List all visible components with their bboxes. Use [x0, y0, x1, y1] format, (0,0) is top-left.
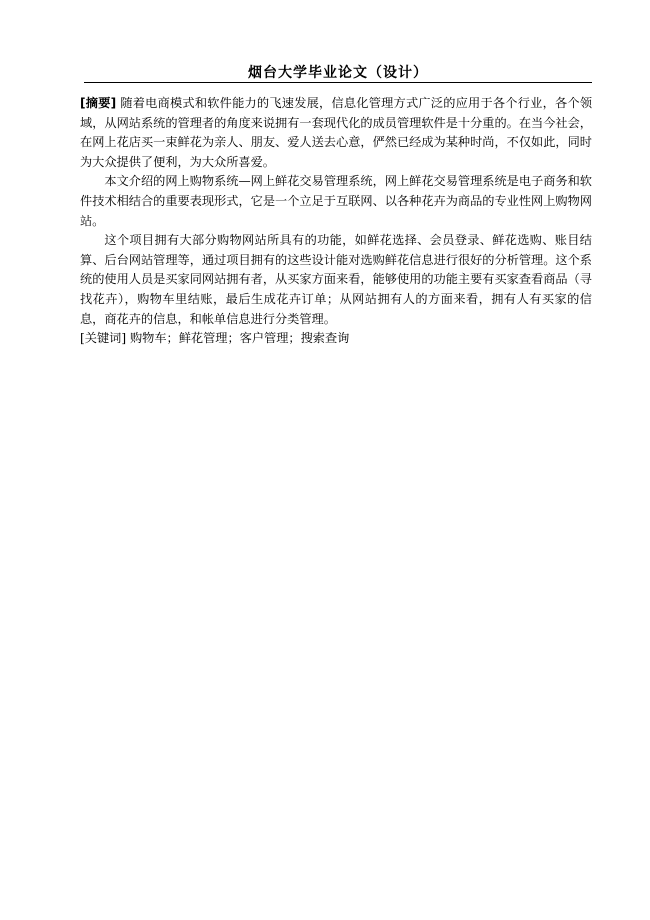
abstract-paragraph-3: 这个项目拥有大部分购物网站所具有的功能，如鲜花选择、会员登录、鲜花选购、账目结算、后台网站管理等，通过项目拥有的这些设计能对选购鲜花信息进行很好的分析管理。这个系统的使用人员是买家同网站拥有者，从买家方面来看，能够使用的功能主要有买家查看商品（寻找花卉），购物车里结账，最后生成花卉订单；从网站拥有人的方面来看，拥有人有买家的信息，商花卉的信息，和帐单信息进行分类管理。	[80, 233, 592, 326]
keywords-text: 购物车；鲜花管理；客户管理；搜索查询	[129, 331, 350, 346]
page-header-title: 烟台大学毕业论文（设计）	[248, 65, 428, 81]
keywords-line	[80, 329, 592, 349]
abstract-paragraph-1	[80, 94, 592, 172]
abstract-paragraph-2: 本文介绍的网上购物系统—网上鲜花交易管理系统，网上鲜花交易管理系统是电子商务和软件技术相结合的重要表现形式，它是一个立足于互联网、以各种花卉为商品的专业性网上购物网站。	[80, 174, 592, 228]
abstract-section	[80, 94, 592, 349]
abstract-label: [摘要]	[80, 96, 117, 110]
abstract-paragraph-1-text: 随着电商模式和软件能力的飞速发展，信息化管理方式广泛的应用于各个行业，各个领域，从网站系统的管理者的角度来说拥有一套现代化的成员管理软件是十分重的。在当今社会，在网上花店买一束鲜花为亲人、朋友、爱人送去心意，俨然已经成为某种时尚，不仅如此，同时为大众提供了便利，为大众所喜爱。	[80, 96, 593, 169]
keywords-label: [关键词]	[80, 331, 127, 346]
header-divider	[84, 82, 592, 83]
